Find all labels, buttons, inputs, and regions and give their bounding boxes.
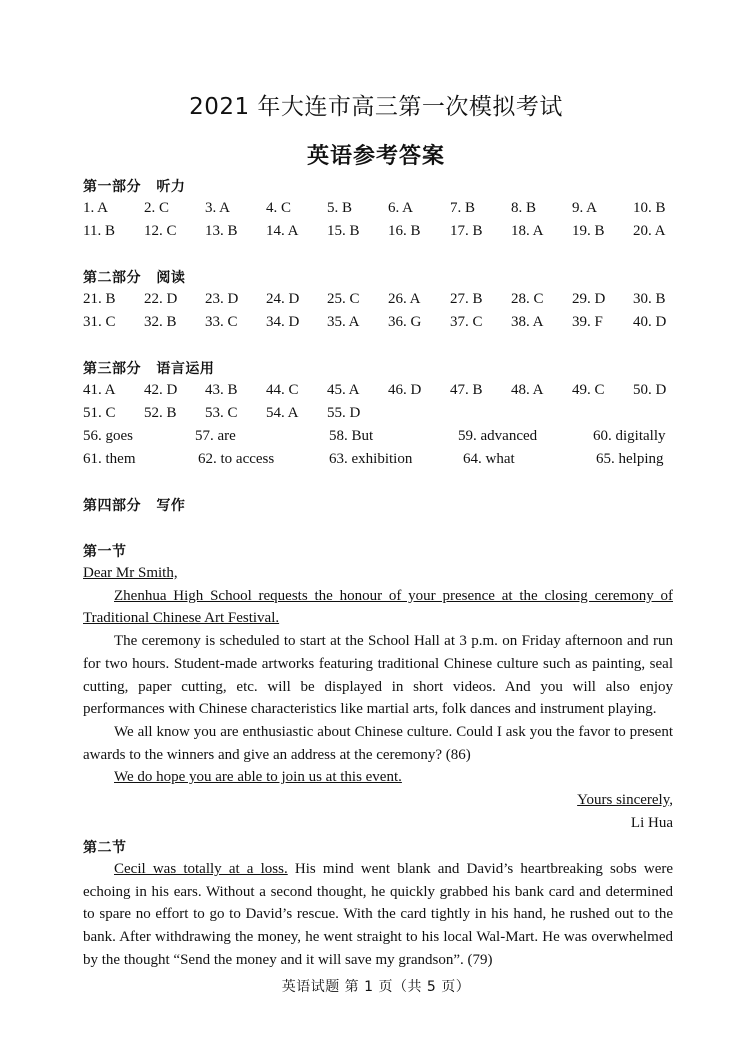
answer-row <box>83 405 683 428</box>
answer-item: 27. B <box>450 291 483 307</box>
fill-answer-item: 63. exhibition <box>329 451 413 467</box>
answer-item: 55. D <box>327 405 361 421</box>
answer-row <box>83 382 683 405</box>
answer-item: 44. C <box>266 382 299 398</box>
answer-item: 46. D <box>388 382 422 398</box>
answer-item: 45. A <box>327 382 360 398</box>
letter-closing: Yours sincerely, <box>577 792 673 809</box>
fill-answer-item: 56. goes <box>83 428 133 444</box>
answer-item: 19. B <box>572 223 605 239</box>
answer-item: 30. B <box>633 291 666 307</box>
part2-heading: 第二部分 阅读 <box>83 270 186 286</box>
answer-row <box>83 200 683 223</box>
answer-item: 18. A <box>511 223 544 239</box>
answer-row <box>83 223 683 246</box>
answer-item: 3. A <box>205 200 231 216</box>
letter-signature: Li Hua <box>630 814 673 831</box>
section2-heading: 第二节 <box>83 840 127 856</box>
answer-item: 2. C <box>144 200 170 216</box>
answer-item: 42. D <box>144 382 178 398</box>
letter-salutation: Dear Mr Smith, <box>83 565 178 581</box>
answer-item: 20. A <box>633 223 666 239</box>
page-footer: 英语试题 第 1 页（共 5 页） <box>281 979 471 995</box>
answer-item: 1. A <box>83 200 109 216</box>
answer-item: 35. A <box>327 314 360 330</box>
answer-item: 6. A <box>388 200 414 216</box>
letter-paragraph: We all know you are enthusiastic about Chinese culture. Could I ask you the favor to present awards to the winners and give an address at the ceremony? (86) <box>83 723 673 763</box>
answer-item: 24. D <box>266 291 300 307</box>
answer-item: 34. D <box>266 314 300 330</box>
answer-item: 37. C <box>450 314 483 330</box>
story-lead-sentence: Cecil was totally at a loss. <box>114 861 288 877</box>
answer-item: 29. D <box>572 291 606 307</box>
answer-item: 23. D <box>205 291 239 307</box>
fill-answer-item: 59. advanced <box>458 428 538 444</box>
answer-item: 21. B <box>83 291 116 307</box>
fill-answer-item: 65. helping <box>596 451 664 467</box>
fill-answer-row <box>83 428 683 451</box>
section2-story <box>83 858 673 972</box>
letter-paragraph <box>83 766 673 789</box>
fill-answer-item: 58. But <box>329 428 374 444</box>
answer-item: 38. A <box>511 314 544 330</box>
letter-paragraph-text: We do hope you are able to join us at this event. <box>114 769 402 786</box>
answer-item: 54. A <box>266 405 299 421</box>
answer-item: 26. A <box>388 291 421 307</box>
part1-heading: 第一部分 听力 <box>83 179 186 195</box>
answer-item: 33. C <box>205 314 238 330</box>
answer-item: 22. D <box>144 291 178 307</box>
answer-item: 8. B <box>511 200 537 216</box>
answer-row <box>83 291 683 314</box>
answer-item: 17. B <box>450 223 483 239</box>
answer-item: 49. C <box>572 382 605 398</box>
answer-item: 10. B <box>633 200 666 216</box>
letter-paragraph: The ceremony is scheduled to start at the School Hall at 3 p.m. on Friday afternoon and run for two hours. Student-made artworks featuring traditional Chinese culture such as painting, seal cutting, paper cutting, etc. will be displayed in short videos. And you will also enjoy performances with Chinese characteristics like martial arts, folk dances and instrument playing. <box>83 633 673 718</box>
section1-heading: 第一节 <box>83 544 127 560</box>
answer-item: 5. B <box>327 200 353 216</box>
answer-item: 12. C <box>144 223 177 239</box>
page-subtitle: 英语参考答案 <box>306 144 445 169</box>
answer-item: 16. B <box>388 223 421 239</box>
answer-item: 32. B <box>144 314 177 330</box>
part2-answers <box>83 291 683 337</box>
answer-item: 43. B <box>205 382 238 398</box>
answer-item: 14. A <box>266 223 299 239</box>
answer-item: 41. A <box>83 382 116 398</box>
letter-closing-line <box>83 789 673 812</box>
part3-answers <box>83 382 683 474</box>
answer-item: 47. B <box>450 382 483 398</box>
story-body: His mind went blank and David’s heartbreaking sobs were echoing in his ears. Without a second thought, he quickly grabbed his bank card and determined to spare no effort to go to David’s rescue. With the card tightly in his hand, he rushed out to the bank. After withdrawing the money, he went straight to his local Wal-Mart. He was overwhelmed by the thought “Send the money and it will save my grandson”. (79) <box>83 861 674 968</box>
answer-item: 50. D <box>633 382 667 398</box>
answer-item: 4. C <box>266 200 292 216</box>
part4-heading: 第四部分 写作 <box>83 498 186 514</box>
answer-item: 40. D <box>633 314 667 330</box>
answer-item: 31. C <box>83 314 116 330</box>
answer-item: 36. G <box>388 314 422 330</box>
fill-answer-item: 60. digitally <box>593 428 666 444</box>
fill-answer-item: 62. to access <box>198 451 275 467</box>
letter-paragraph <box>83 585 673 630</box>
answer-item: 39. F <box>572 314 603 330</box>
answer-item: 48. A <box>511 382 544 398</box>
part3-heading: 第三部分 语言运用 <box>83 361 215 377</box>
section1-letter <box>83 562 673 834</box>
fill-answer-item: 61. them <box>83 451 136 467</box>
answer-item: 7. B <box>450 200 476 216</box>
part1-answers <box>83 200 683 246</box>
fill-answer-item: 64. what <box>463 451 515 467</box>
answer-item: 11. B <box>83 223 115 239</box>
answer-item: 15. B <box>327 223 360 239</box>
fill-answer-row <box>83 451 683 474</box>
page-title: 2021 年大连市高三第一次模拟考试 <box>189 94 563 120</box>
answer-item: 51. C <box>83 405 116 421</box>
answer-item: 53. C <box>205 405 238 421</box>
answer-item: 13. B <box>205 223 238 239</box>
letter-paragraph-text: Zhenhua High School requests the honour of your presence at the closing ceremony of Traditional Chinese Art Festival. <box>83 587 673 627</box>
answer-item: 25. C <box>327 291 360 307</box>
answer-row <box>83 314 683 337</box>
answer-item: 52. B <box>144 405 177 421</box>
fill-answer-item: 57. are <box>195 428 236 444</box>
answer-item: 9. A <box>572 200 598 216</box>
answer-item: 28. C <box>511 291 544 307</box>
